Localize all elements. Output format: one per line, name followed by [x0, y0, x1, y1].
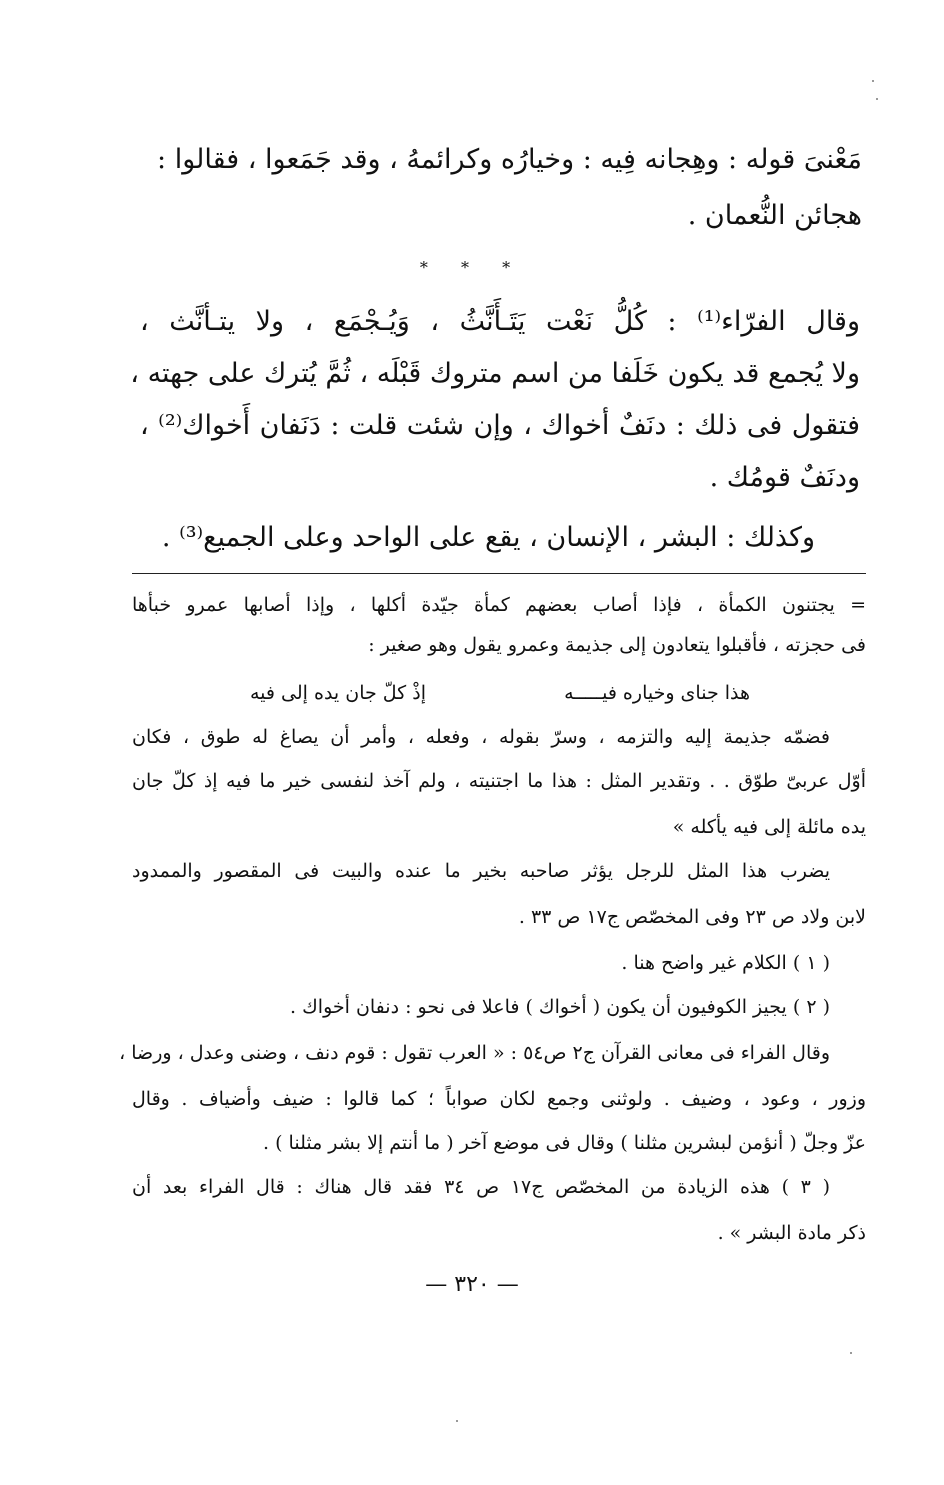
main-text-line: مَعْنىَ قوله : وهِجانه فِيه : وخيارُه وكرائمهُ ، وقد جَمَعوا ، فقالوا : — [157, 144, 862, 175]
verse-hemistich-1: هذا جناى وخياره فيـــــه — [564, 682, 750, 704]
main-text-line: وكذلك : البشر ، الإنسان ، يقع على الواحد وعلى الجميع⁽³⁾ . — [161, 522, 815, 553]
footnote-line: يده مائلة إلى فيه يأكله » — [672, 816, 866, 838]
main-text-line: وقال الفرّاء⁽¹⁾ : كُلُّ نَعْت يَتَـأَنَّثُ ، وَيُـجْمَع ، ولا يتـأنَّث ، — [140, 306, 861, 337]
footnote-line: وقال الفراء فى معانى القرآن ج٢ ص٥٤ : « العرب تقول : قوم دنف ، وضنى وعدل ، ورضا ، — [119, 1042, 830, 1064]
footnote-line: فضمّه جذيمة إليه والتزمه ، وسرّ بقوله ، وفعله ، وأمر أن يصاغ له طوق ، فكان — [132, 726, 830, 748]
footnote-line: وزور ، وعود ، وضيف . ولوثنى وجمع لكان صواباً ؛ كما قالوا : ضيف وأضياف . وقال — [132, 1088, 866, 1110]
footnote-line: عزّ وجلّ ( أنؤمن لبشرين مثلنا ) وقال فى موضع آخر ( ما أنتم إلا بشر مثلنا ) . — [263, 1132, 866, 1154]
verse-hemistich-2: إذْ كلّ جان يده إلى فيه — [250, 682, 426, 704]
footnote-line: أوّل عربىّ طوّق . . وتقدير المثل : هذا ما اجتنيته ، ولم آخذ لنفسى خير ما فيه إذ كلّ جان — [132, 770, 867, 792]
section-separator: * * * — [419, 258, 525, 277]
footnote-line: لابن ولاد ص ٢٣ وفى المخصّص ج١٧ ص ٣٣ . — [518, 906, 866, 928]
footnote-1: ( ١ ) الكلام غير واضح هنا . — [621, 952, 830, 974]
footnote-line: = يجتنون الكمأة ، فإذا أصاب بعضهم كمأة جيّدة أكلها ، وإذا أصابها عمرو خبأها — [132, 594, 866, 616]
scan-speck — [872, 80, 874, 82]
page-number: — ٣٢٠ — — [425, 1272, 519, 1297]
footnote-3: ( ٣ ) هذه الزيادة من المخصّص ج١٧ ص ٣٤ فقد قال هناك : قال الفراء بعد أن — [132, 1176, 830, 1198]
footnote-verse — [250, 678, 750, 708]
scan-speck — [456, 1420, 458, 1422]
main-text-line: ولا يُجمع قد يكون خَلَفا من اسم متروك قَبْلَه ، ثُمَّ يُترك على جهته ، — [130, 358, 860, 389]
footnote-line: فى حجزته ، فأقبلوا يتعادون إلى جذيمة وعمرو يقول وهو صغير : — [368, 634, 866, 656]
footnote-line: يضرب هذا المثل للرجل يؤثر صاحبه بخير ما عنده والبيت فى المقصور والممدود — [132, 860, 830, 882]
scan-speck — [850, 1352, 852, 1354]
footnote-divider — [132, 573, 866, 574]
main-text-line: فتقول فى ذلك : دنَفٌ أخواك ، وإن شئت قلت : دَنَفان أَخواك⁽²⁾ ، — [140, 410, 860, 441]
scan-speck — [876, 98, 878, 100]
footnote-line: ذكر مادة البشر » . — [717, 1222, 866, 1244]
main-text-line: ودنَفٌ قومُك . — [709, 462, 860, 493]
main-text-line: هجائن النُّعمان . — [687, 200, 862, 231]
footnote-2: ( ٢ ) يجيز الكوفيون أن يكون ( أخواك ) فاعلا فى نحو : دنفان أخواك . — [290, 996, 830, 1018]
